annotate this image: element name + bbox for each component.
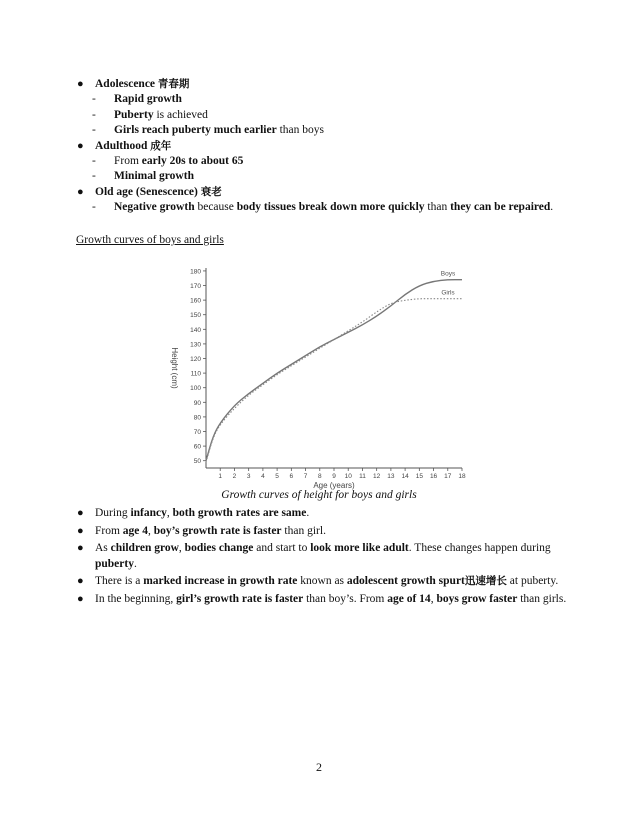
bold-text: boy’s growth rate is faster bbox=[153, 524, 282, 537]
x-tick-label: 3 bbox=[246, 473, 251, 480]
text: In the beginning, bbox=[95, 592, 177, 605]
dash-icon: - bbox=[92, 155, 96, 168]
x-tick-label: 10 bbox=[344, 473, 352, 480]
series-label-girls: Girls bbox=[441, 289, 455, 297]
x-tick-label: 18 bbox=[458, 473, 466, 480]
section-heading: Growth curves of boys and girls bbox=[76, 234, 224, 246]
y-tick-label: 50 bbox=[193, 458, 201, 466]
x-axis-label: Age (years) bbox=[313, 481, 355, 490]
x-tick-label: 5 bbox=[275, 473, 279, 480]
dash-icon: - bbox=[92, 93, 96, 106]
x-tick-label: 6 bbox=[289, 473, 294, 480]
bullet-icon: ● bbox=[77, 185, 84, 198]
x-tick-label: 12 bbox=[373, 473, 381, 480]
text: . bbox=[306, 507, 310, 519]
y-tick-label: 160 bbox=[190, 297, 201, 305]
series-label-boys: Boys bbox=[440, 270, 456, 278]
y-tick-label: 110 bbox=[190, 370, 201, 378]
x-tick-label: 1 bbox=[218, 473, 223, 480]
cjk-text: 迅速增长 bbox=[464, 575, 507, 588]
life-stages-list bbox=[76, 77, 576, 216]
text: As bbox=[95, 542, 111, 555]
y-tick-label: 120 bbox=[190, 356, 201, 364]
bullet-icon: ● bbox=[77, 78, 84, 90]
x-tick-label: 17 bbox=[444, 473, 452, 480]
y-tick-label: 80 bbox=[193, 414, 201, 422]
facts-list bbox=[76, 506, 572, 609]
text: . bbox=[550, 201, 554, 214]
sub-item bbox=[76, 200, 576, 215]
y-tick-label: 100 bbox=[190, 385, 201, 393]
stage-label-cjk: 青春期 bbox=[157, 78, 190, 90]
list-item bbox=[76, 574, 572, 589]
bullet-icon: ● bbox=[77, 542, 84, 555]
growth-chart-svg bbox=[150, 258, 480, 490]
text: because bbox=[194, 201, 237, 214]
text: than girls. bbox=[517, 592, 567, 605]
bold-text: age 4 bbox=[122, 524, 149, 537]
stage-label-cjk: 成年 bbox=[150, 139, 172, 152]
growth-chart bbox=[150, 258, 480, 490]
bold-text: they can be repaired bbox=[450, 201, 551, 214]
list-item-old-age bbox=[76, 185, 576, 200]
bullet-icon: ● bbox=[77, 524, 84, 537]
bullet-icon: ● bbox=[77, 592, 84, 605]
series-labels bbox=[441, 271, 456, 297]
x-tick-label: 8 bbox=[317, 473, 322, 480]
stage-label: Adolescence bbox=[95, 78, 156, 90]
sub-item bbox=[76, 92, 576, 107]
bold-text: both growth rates are same bbox=[172, 507, 307, 519]
text: at puberty. bbox=[506, 575, 559, 588]
list-item-adolescence bbox=[76, 77, 576, 92]
text: . These changes happen during bbox=[408, 542, 551, 555]
bullet-icon: ● bbox=[77, 507, 84, 519]
series-lines bbox=[206, 280, 462, 462]
y-tick-label: 140 bbox=[190, 326, 201, 334]
y-tick-label: 60 bbox=[193, 443, 201, 451]
bold-text: puberty bbox=[95, 557, 134, 570]
text: than girl. bbox=[281, 524, 326, 537]
list-item-adulthood bbox=[76, 139, 576, 154]
bold-text: Rapid growth bbox=[114, 93, 182, 106]
figure-caption: Growth curves of height for boys and girls bbox=[221, 489, 417, 501]
list-item bbox=[76, 506, 572, 521]
text: , bbox=[178, 542, 185, 555]
text: , bbox=[166, 507, 173, 519]
text: than boys bbox=[276, 124, 324, 137]
x-tick-label: 13 bbox=[387, 473, 395, 480]
x-tick-label: 15 bbox=[415, 473, 423, 480]
list-item bbox=[76, 592, 572, 607]
x-tick-label: 14 bbox=[401, 473, 409, 480]
dash-icon: - bbox=[92, 201, 96, 214]
bold-text: Puberty bbox=[114, 108, 154, 121]
bold-text: children grow bbox=[110, 542, 179, 555]
text: than bbox=[424, 201, 451, 214]
text: From bbox=[114, 155, 142, 168]
chart-axes bbox=[206, 268, 462, 468]
dash-icon: - bbox=[92, 124, 96, 137]
text: known as bbox=[297, 575, 347, 588]
sub-item bbox=[76, 169, 576, 184]
bold-text: infancy bbox=[130, 507, 167, 519]
sub-item bbox=[76, 108, 576, 123]
bold-text: age of 14 bbox=[387, 592, 431, 605]
dash-icon: - bbox=[92, 108, 96, 121]
y-ticks bbox=[190, 268, 206, 465]
y-tick-label: 150 bbox=[190, 312, 201, 320]
bold-text: look more like adult bbox=[310, 542, 409, 555]
x-tick-label: 16 bbox=[429, 473, 438, 480]
text: During bbox=[95, 507, 131, 519]
x-tick-label: 7 bbox=[303, 473, 308, 480]
bold-text: Girls reach puberty much earlier bbox=[114, 124, 277, 137]
dash-icon: - bbox=[92, 170, 96, 183]
y-tick-label: 90 bbox=[193, 399, 201, 407]
x-ticks bbox=[218, 468, 466, 480]
x-tick-label: 11 bbox=[359, 473, 366, 480]
stage-label: Old age (Senescence) bbox=[95, 185, 198, 198]
bold-text: early 20s to about 65 bbox=[141, 155, 244, 168]
x-tick-label: 9 bbox=[332, 473, 336, 480]
bold-text: body tissues break down more quickly bbox=[236, 201, 425, 214]
text: . bbox=[133, 557, 137, 570]
text: , bbox=[430, 592, 437, 605]
bold-text: marked increase in growth rate bbox=[143, 575, 298, 588]
sub-item bbox=[76, 154, 576, 169]
page-number: 2 bbox=[316, 760, 322, 774]
series-line-boys bbox=[206, 280, 462, 461]
bold-text: Minimal growth bbox=[114, 170, 194, 183]
text: From bbox=[95, 524, 123, 537]
list-item bbox=[76, 524, 572, 539]
text: is achieved bbox=[153, 108, 208, 121]
x-tick-label: 2 bbox=[232, 473, 237, 480]
text: There is a bbox=[95, 575, 144, 588]
bold-text: girl’s growth rate is faster bbox=[176, 592, 304, 605]
bullet-icon: ● bbox=[77, 139, 84, 152]
bold-text: boys grow faster bbox=[436, 592, 518, 605]
bold-text: adolescent growth spurt bbox=[346, 575, 465, 588]
y-axis-label: Height (cm) bbox=[170, 347, 179, 389]
bold-text: bodies change bbox=[184, 542, 254, 555]
stage-label: Adulthood bbox=[95, 139, 148, 152]
y-tick-label: 180 bbox=[190, 268, 201, 276]
x-tick-label: 4 bbox=[261, 473, 265, 480]
text: than boy’s. From bbox=[303, 592, 388, 605]
sub-item bbox=[76, 123, 576, 138]
y-tick-label: 130 bbox=[190, 341, 201, 349]
y-tick-label: 170 bbox=[190, 283, 201, 291]
stage-label-cjk: 衰老 bbox=[200, 185, 222, 198]
text: and start to bbox=[253, 542, 311, 555]
y-tick-label: 70 bbox=[193, 429, 201, 437]
text: , bbox=[148, 524, 154, 537]
list-item bbox=[76, 541, 572, 572]
bullet-icon: ● bbox=[77, 575, 84, 588]
series-line-girls bbox=[206, 299, 462, 463]
bold-text: Negative growth bbox=[114, 201, 195, 214]
